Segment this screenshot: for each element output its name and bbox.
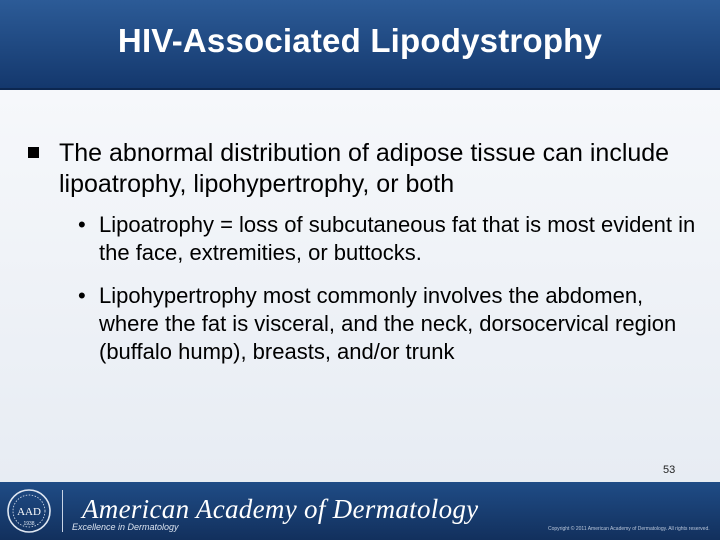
slide-title: HIV-Associated Lipodystrophy xyxy=(117,22,603,59)
slide-content xyxy=(0,90,720,482)
title-bar xyxy=(0,0,720,90)
sub-bullet-text: Lipohypertrophy most commonly involves the abdomen, where the fat is visceral, and the neck, dorsocervical region (buffalo hump), breasts, and/or trunk xyxy=(99,283,677,364)
footer-bar xyxy=(0,482,720,540)
organization-name: American Academy of Dermatology xyxy=(82,494,479,524)
bullet-dot-icon: • xyxy=(78,212,86,237)
copyright-notice: Copyright © 2011 American Academy of Dermatology. All rights reserved. xyxy=(548,526,710,532)
footer-divider xyxy=(62,490,63,532)
sub-bullet xyxy=(78,282,698,366)
bullet-text: The abnormal distribution of adipose tissue can include lipoatrophy, lipohypertrophy, or both xyxy=(59,139,670,198)
sub-bullet xyxy=(78,211,698,267)
bullet-level1 xyxy=(28,138,708,200)
bullet-dot-icon: • xyxy=(78,283,86,308)
seal-year: 1938 xyxy=(23,521,35,527)
seal-text: AAD xyxy=(17,506,41,518)
square-bullet-icon xyxy=(28,147,39,158)
page-number: 53 xyxy=(663,464,676,476)
aad-seal-logo xyxy=(6,488,52,534)
sub-bullet-text: Lipoatrophy = loss of subcutaneous fat that is most evident in the face, extremities, or buttocks. xyxy=(99,212,696,265)
tagline: Excellence in Dermatology xyxy=(72,522,179,532)
